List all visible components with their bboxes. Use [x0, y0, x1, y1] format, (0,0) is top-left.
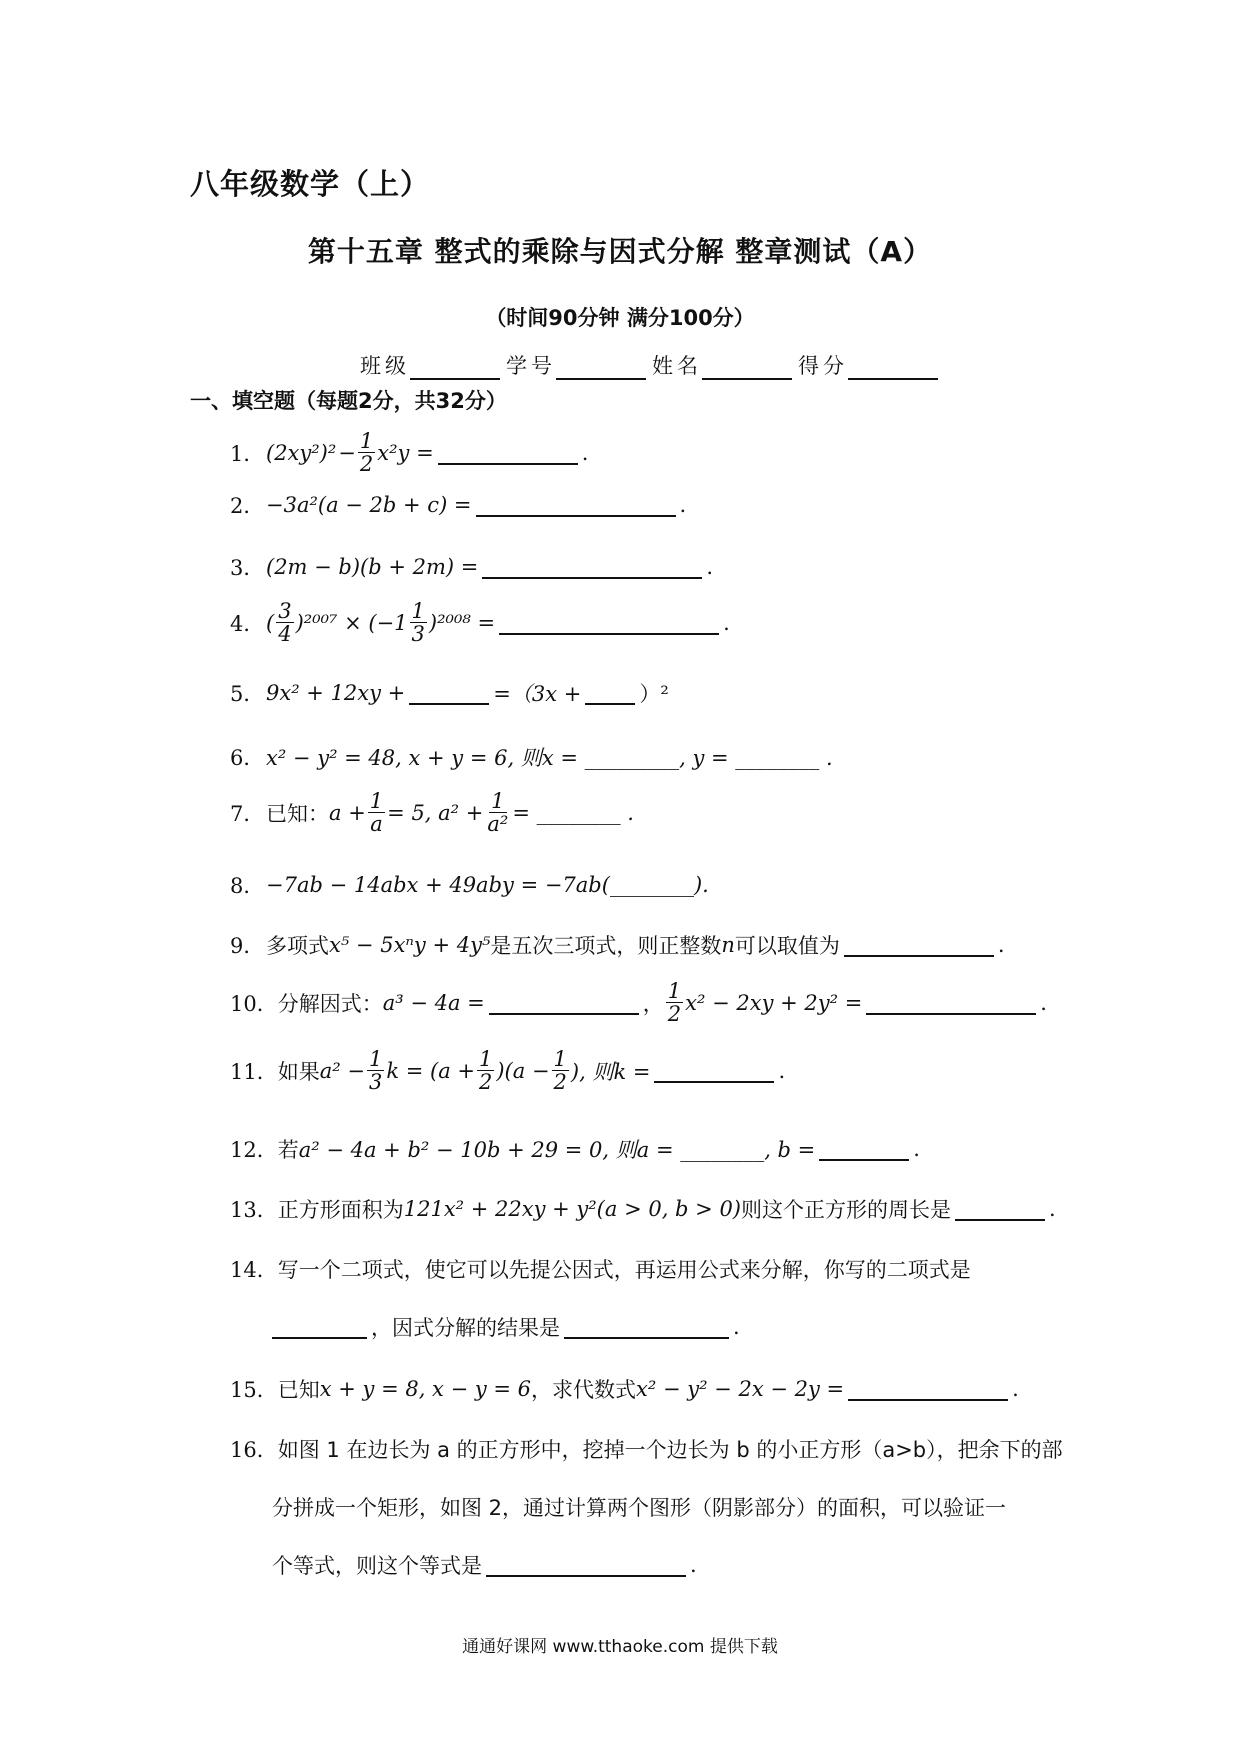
question-12 — [230, 1134, 920, 1164]
question-number: 6． — [230, 746, 265, 770]
question-number: 5． — [230, 682, 265, 706]
expr-part: ）² — [639, 682, 669, 706]
expr: a² − 4a + b² − 10b + 29 = 0, 则a = ________, b = — [298, 1138, 816, 1162]
question-15 — [230, 1374, 1019, 1404]
question-1: 1． (2xy²)² − $\frac{1}{2}$ x²y = . — [230, 429, 589, 477]
question-2 — [230, 490, 686, 520]
question-4 — [230, 600, 730, 645]
period: . — [679, 493, 687, 517]
question-text: 已知： — [266, 801, 329, 826]
name-blank — [702, 358, 792, 380]
fraction: $\frac{1}{3}$ — [368, 1047, 383, 1095]
period: . — [778, 1058, 786, 1083]
expr-part: k = (a + — [386, 1058, 475, 1083]
question-16 — [230, 1434, 1063, 1464]
question-number: 12． — [230, 1138, 278, 1162]
question-text: 已知 — [277, 1378, 320, 1402]
question-number: 15． — [230, 1378, 278, 1402]
fraction: $\frac{1}{2}$ — [478, 1047, 493, 1095]
grade-heading: 八年级数学（上） — [190, 167, 431, 201]
score-blank — [848, 358, 938, 380]
class-blank — [410, 358, 500, 380]
expr: x² − y² = 48, x + y = 6, 则x = _________, y = ________ . — [266, 746, 833, 770]
score-label: 得分 — [798, 354, 848, 378]
answer-blank[interactable] — [819, 1137, 909, 1161]
question-text: ，求代数式 — [531, 1378, 637, 1402]
question-10 — [230, 980, 1047, 1025]
expr-part: ( — [266, 610, 275, 635]
page-title: 第十五章 整式的乘除与因式分解 整章测试（A） — [307, 235, 933, 268]
answer-blank[interactable] — [866, 991, 1036, 1015]
fraction: $\frac{1}{2}$ — [667, 979, 682, 1027]
section-heading: 一、填空题（每题2分，共32分） — [190, 389, 507, 413]
answer-blank[interactable] — [482, 555, 702, 579]
class-label: 班级 — [360, 354, 410, 378]
question-6 — [230, 742, 833, 772]
question-text: 如图 1 在边长为 a 的正方形中，挖掉一个边长为 b 的小正方形（a>b），把余下的部 — [277, 1438, 1063, 1462]
student-id-blank — [556, 358, 646, 380]
answer-blank[interactable] — [476, 493, 676, 517]
answer-blank[interactable] — [272, 1315, 367, 1339]
expr: x + y = 8, x − y = 6 — [319, 1377, 532, 1401]
question-number: 2． — [230, 494, 265, 518]
expr-part: (2xy²)² — [266, 440, 337, 465]
period: . — [690, 1553, 697, 1577]
expr-part: )²⁰⁰⁷ × (−1 — [295, 610, 408, 635]
fraction: $\frac{3}{4}$ — [278, 599, 292, 647]
expr-part: =（3x + — [493, 682, 582, 706]
question-number: 1． — [230, 441, 265, 466]
question-number: 9． — [230, 934, 265, 958]
expr: x² − y² − 2x − 2y = — [636, 1377, 845, 1401]
answer-blank[interactable] — [844, 933, 994, 957]
fraction: $\frac{1}{2}$ — [553, 1047, 567, 1095]
question-text: 是五次三项式，则正整数 — [490, 934, 722, 958]
period: . — [733, 1315, 740, 1339]
question-text: 写一个二项式，使它可以先提公因式，再运用公式来分解，你写的二项式是 — [277, 1258, 971, 1282]
question-text: 则这个正方形的周长是 — [741, 1198, 951, 1222]
question-14 — [230, 1254, 971, 1284]
question-number: 13． — [230, 1198, 278, 1222]
expr-part: = 5, a² + — [387, 800, 484, 825]
expr-part: )(a − — [496, 1058, 550, 1083]
answer-blank[interactable] — [486, 1553, 686, 1577]
question-14-line-2 — [272, 1312, 740, 1342]
expr: x² − 2xy + 2y² = — [685, 990, 863, 1015]
question-number: 14． — [230, 1258, 278, 1282]
question-number: 11． — [230, 1059, 278, 1084]
expr-part: = ________ . — [512, 800, 634, 825]
question-text: 可以取值为 — [734, 934, 840, 958]
expr-part: ), 则k = — [570, 1059, 651, 1084]
expr: −7ab − 14abx + 49aby = −7ab(________). — [266, 873, 709, 897]
period: . — [723, 610, 730, 635]
question-11 — [230, 1048, 785, 1093]
question-text: 个等式，则这个等式是 — [272, 1554, 482, 1578]
student-id-label: 学号 — [506, 354, 556, 378]
answer-blank[interactable] — [654, 1059, 774, 1083]
question-13 — [230, 1194, 1056, 1224]
student-info-row — [360, 350, 944, 380]
expr-part: x²y = — [377, 440, 434, 465]
answer-blank[interactable] — [499, 611, 719, 635]
fraction: $\frac{1}{2}$ — [359, 429, 374, 477]
question-text: ，因式分解的结果是 — [371, 1316, 560, 1340]
answer-blank[interactable] — [955, 1197, 1045, 1221]
question-text: 分解因式： — [277, 991, 383, 1016]
question-7 — [230, 790, 634, 835]
question-number: 8． — [230, 874, 265, 898]
answer-blank[interactable] — [438, 441, 578, 465]
expr: (2m − b)(b + 2m) = — [266, 555, 479, 579]
period: . — [581, 440, 589, 465]
question-text: 如果 — [277, 1059, 320, 1084]
expr-part: 9x² + 12xy + — [266, 681, 406, 705]
answer-blank[interactable] — [585, 681, 635, 705]
question-number: 4． — [230, 611, 265, 636]
fraction: $\frac{1}{\text{a²}}$ — [487, 789, 509, 837]
period: . — [706, 555, 714, 579]
expr: n — [721, 933, 735, 957]
expr-part: a² − — [319, 1058, 365, 1083]
period: . — [1049, 1197, 1056, 1221]
question-text: 多项式 — [266, 934, 329, 958]
answer-blank[interactable] — [848, 1377, 1008, 1401]
question-9 — [230, 930, 1005, 960]
expr: 121x² + 22xy + y²(a > 0, b > 0) — [403, 1197, 741, 1221]
question-number: 3． — [230, 556, 265, 580]
expr-part: )²⁰⁰⁸ = — [428, 610, 496, 635]
expr: x⁵ − 5xⁿy + 4y⁵ — [329, 933, 491, 957]
question-number: 7． — [230, 801, 265, 826]
answer-blank[interactable] — [489, 991, 639, 1015]
fraction: $\frac{1}{a}$ — [369, 789, 384, 837]
period: . — [913, 1137, 920, 1161]
period: . — [1012, 1377, 1019, 1401]
name-label: 姓名 — [652, 354, 702, 378]
period: . — [997, 933, 1005, 957]
expr: a³ − 4a = — [382, 990, 485, 1015]
page-footer: 通通好课网 www.tthaoke.com 提供下载 — [462, 1637, 778, 1657]
period: . — [1040, 990, 1047, 1015]
expr-part: a + — [329, 800, 366, 825]
question-5 — [230, 678, 669, 708]
question-text: 若 — [277, 1138, 299, 1162]
fraction: $\frac{1}{3}$ — [411, 599, 425, 647]
question-3 — [230, 552, 713, 582]
question-16-line-3 — [272, 1550, 697, 1580]
answer-blank[interactable] — [564, 1315, 729, 1339]
question-text: 分拼成一个矩形，如图 2，通过计算两个图形（阴影部分）的面积，可以验证一 — [272, 1496, 1007, 1520]
answer-blank[interactable] — [409, 681, 489, 705]
question-8 — [230, 870, 709, 900]
question-text: 正方形面积为 — [277, 1198, 404, 1222]
separator: ， — [642, 991, 664, 1016]
exam-subtitle: （时间90分钟 满分100分） — [485, 306, 755, 330]
expr: −3a²(a − 2b + c) = — [266, 493, 472, 517]
question-number: 10． — [230, 991, 278, 1016]
question-number: 16． — [230, 1438, 278, 1462]
question-16-line-2 — [272, 1492, 1006, 1522]
